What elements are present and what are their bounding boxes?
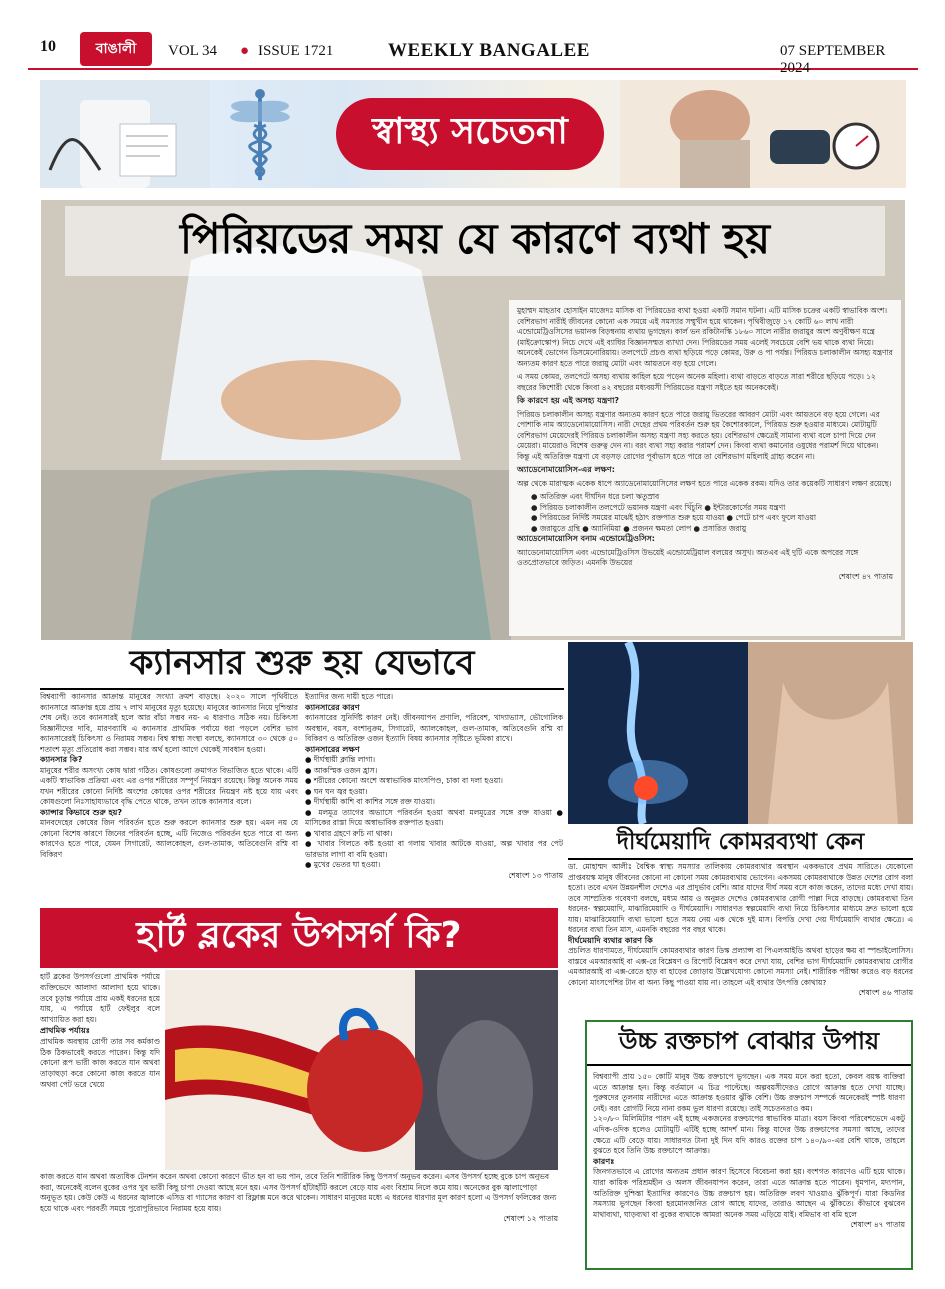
cancer-column-2 [305,692,563,902]
paragraph: বিশ্বব্যাপী ক্যানসার আক্রান্ত মানুষের সংখ্যা ক্রমশ বাড়ছে। ২০২০ সালে পৃথিবীতে ক্যানসারে আক্রান্ত হয়ে প্রায় ৭ লাখ মানুষের মৃত্যু হয়েছে। মানুষের ক্যানসার নিয়ে দুশ্চিন্তার শেষ নেই। তবে ক্যানসারই হলে আর বাঁচা সম্ভব নয়- এ ধারণাও সঠিক নয়। চিকিৎসা বিজ্ঞানীদের দাবি, মারণব্যাধি এ ক্যানসার প্রাথমিক পর্যায়ে ধরা পড়লে বেশির ভাগ ক্যানসারেরই চিকিৎসা ও নিরাময় সম্ভব। বিশ্ব স্বাস্থ্য সংস্থা বলছে, ক্যানসারে ৩০ থেকে ৫০ শতাংশ মৃত্যু প্রতিরোধ করা সম্ভব। যার অর্থ হলো আগে থেকেই সাবধান হওয়া। [40,692,298,754]
volume-label: VOL 34 [168,43,218,59]
spine-illustration [568,642,913,824]
period-article-text [509,300,901,636]
list-item: ● খাবার গ্রহণে রুচি না থাকা। [305,828,393,838]
continuation-note: শেষাংশ ৪৭ পাতায় [850,1220,905,1230]
bp-article [585,1020,913,1270]
doctor-clipboard-image [40,80,210,188]
backpain-article-text [568,862,913,1012]
publication-name: WEEKLY BANGALEE [388,40,590,61]
paragraph: মানুষের শরীর অসংখ্য কোষ দ্বারা গঠিত। কোষগুলো ক্রমাগত বিভাজিত হতে থাকে। এটি একটি স্বাভাবিক প্রক্রিয়া এবং এর ওপর শরীরের সম্পূর্ণ নিয়ন্ত্রণ রয়েছে। কিন্তু অনেক সময় যখন শরীরের কোনো নির্দিষ্ট অংশের কোষের ওপর শরীরের নিয়ন্ত্রণ নষ্ট হয়ে যায় এবং কোষগুলো নিঃসাহায্যভাবে বৃদ্ধি পেতে থাকে, তখন তাকে ক্যানসার বলে। [40,765,298,806]
intro-paragraph: মুহাম্মদ মাহতাব হোসাইন মাজেদঃ মাসিক বা পিরিয়ডের ব্যথা হওয়া একটি সমান ঘটনা। এটি মাসিক চক্রের একটি স্বাভাবিক অংশ। বেশিরভাগ নারীই জীবনের কোনো এক সময়ে এই সমস্যার সম্মুখীন হয়ে থাকেন। পৃথিবীজুড়ে ১৭ কোটি ৬০ লাখ নারী এন্ডোমেট্রিওসিসের ভয়ানক বিড়ম্বনায় ব্যথায় ভুগছেন। কার্ল ভন রকিটানস্কি ১৮৬০ সালে নারীর জরায়ুর অংশ অণুবীক্ষণ যন্ত্রে (মাইক্রোস্কোপ) নিচে দেখে এই ব্যাধির বিজ্ঞানসম্মত ব্যাখ্যা দেন। পিরিয়ডের সময় এলেই সবচেয়ে বেশি ভয় থাকে ব্যথা নিয়ে। অনেকেই ভোগেন ডিসমেনোরিয়ায়। তলপেটে প্রচণ্ড ব্যথা ছড়িয়ে পড়ে কোমর, উরু ও পা পর্যন্ত। পিরিয়ড চলাকালীন অসহ্য যন্ত্রণার অন্যতম কারণ হতে পারে জরায়ু মোটা এবং আয়তনে বড় হয়ে গেলে। [517,306,893,368]
list-item: ● ঘন ঘন জ্বর হওয়া। [305,786,368,796]
subheading: ক্যানসারের লক্ষণ [305,744,360,754]
cancer-column-1 [40,692,298,902]
page-number: 10 [40,38,56,55]
list-item: ● আকস্মিক ওজন হ্রাস। [305,765,378,775]
continuation-note: শেষাংশ ৪৬ পাতায় [858,988,913,997]
banner-title: স্বাস্থ্য সচেতনা [336,98,604,170]
paragraph: বিশ্বব্যাপী প্রায় ১৫০ কোটি মানুষ উচ্চ রক্তচাপে ভুগছেন। এক সময় মনে করা হতো, কেবল বয়স্ক ব্যক্তিরা এতে আক্রান্ত হন। কিন্তু বর্তমানে এ চিত্র পাল্টেছে। অল্পবয়সীদেরও রোগে আক্রান্ত হতে দেখা যাচ্ছে। পুরুষদের তুলনায় নারীদের এতে আক্রান্ত হওয়ার ঝুঁকি বেশি। উচ্চ রক্তচাপ সম্পর্কে অনেকেরই স্পষ্ট ধারণা নেই। বরং রোগটি নিয়ে নানা রকম ভুল ধারণা রয়েছে। তাই সচেতনতাও কম। [593,1072,905,1113]
paragraph: প্রাথমিক অবস্থায় রোগী তার সব কর্মকাণ্ড ঠিক ঠিকভাবেই করতে পারেন। কিন্তু যদি কোনো রূপ ভারী কাজ করতে যান অথবা তাড়াহুড়া করে কোনো কাজ করতে যান অথবা পেট ভরে খেয়ে [40,1036,160,1089]
heart-column-1 [40,972,160,1172]
bp-headline: উচ্চ রক্তচাপ বোঝার উপায় [587,1022,911,1066]
paragraph: ক্যানসারের সুনির্দিষ্ট কারণ নেই। জীবনযাপন প্রণালি, পরিবেশ, খাদ্যাভ্যাস, ভৌগোলিক অবস্থান, বয়স, বংশানুক্রম, সিগারেট, অ্যালকোহল, গুল-তামাক, অতিবেগুনি রশ্মি বা বিকিরণ ও অতিরিক্ত ওজন ইত্যাদি বিষয় ক্যানসার সৃষ্টিতে ভূমিকা রাখে। [305,713,563,743]
heart-article-text [40,1172,558,1240]
paragraph: এ সময় কোমর, তলপেটে অসহ্য ব্যথায় কাহিল হয়ে পড়েন অনেক মহিলা। ব্যথা বাড়তে বাড়তে সারা শরীরে ছড়িয়ে পড়ে। ১২ বছরের কিশোরী থেকে কিংবা ৪২ বছরের মধ্যবয়সী পিরিয়ডের যন্ত্রণা সইতে হয় অনেককেই। [517,372,876,392]
subheading: ক্যানসারের কারণ [305,702,360,712]
paragraph: মানবদেহের কোষের জিন পরিবর্তন হতে শুরু করলে ক্যানসার শুরু হয়। এমন নয় যে কোনো বিশেষ কারণে জিনের পরিবর্তন হচ্ছে, এটি নিজেও পরিবর্তন হতে পারে বা অন্য কারণেও হতে পারে, যেমন সিগারেট, অ্যালকোহল, গুল-তামাক, অতিবেগুনি রশ্মি বা বিকিরণ [40,818,298,859]
continuation-note: শেষাংশ ১২ পাতায় [503,1214,558,1223]
paragraph: অ্যাডেনোমায়োসিস এবং এন্ডোমেট্রিওসিস উভয়েই এন্ডোমেট্রিয়াল বলয়ের অসুখ। অতএব এই দুটি একে অপরের সঙ্গে ওতপ্রোতভাবে জড়িত। এমনকি উভয়ের [517,547,859,567]
paragraph: ১২০/৮০ মিলিমিটার পারদ এই হচ্ছে একজনের রক্তচাপের স্বাভাবিক মাত্রা। বয়স কিংবা পরিবেশভেদে একটু এদিক-ওদিক হলেও মোটামুটি এটিই হচ্ছে আদর্শ মান। কিন্তু যাদের উচ্চ রক্তচাপের সমস্যা আছে, তাদের ক্ষেত্রে এটি বেড়ে যায়। সাধারণত টানা দুই দিন যদি কারও রক্তের চাপ ১৪০/৯০-এর বেশি থাকে, তাহলে বুঝতে হবে তিনি উচ্চ রক্তচাপে আক্রান্ত। [593,1114,905,1156]
paragraph: ডা. মোহাম্মদ আলীঃ বৈশ্বিক স্বাস্থ্য সমস্যার তালিকায় কোমরব্যথার অবস্থান এককভাবে প্রথম সারিতে। যেকোনো প্রাপ্তবয়স্ক মানুষ জীবনের কোনো না কোনো সময় কোমরব্যথায় ভোগেন। একসময় কোমরব্যথাকে উন্নত দেশের রোগ বলা হতো। তবে এখন উন্নয়নশীল দেশেও এর প্রাদুর্ভাব বেশি। আর যাদের দীর্ঘ সময় বসে কাজ করেন, তাদের মধ্যে দেখা যায়। তবে সাম্প্রতিক গবেষণা বলছে, মধ্যম আয় ও অনুন্নত দেশেও কোমরব্যথার রোগী পাল্লা দিয়ে বাড়ছে। কোমরব্যথা তিন ধরনের- স্বল্পমেয়াদি, মাঝারিমেয়াদি ও দীর্ঘমেয়াদি। সাধারণত স্বল্পমেয়াদি ব্যথা নিয়ে চিকিৎসার মাধ্যমে দ্রুত ভালো হয়ে যায়। মাঝারিমেয়াদি ব্যথা ভালো হতে সময় নেয় এক থেকে দুই মাস। বিপত্তি দেখা দেয় দীর্ঘমেয়াদি ব্যথার ক্ষেত্রে। এ ধরনের ব্যথা তিন মাস, এমনকি বছরের পর বছর থাকে। [568,862,913,934]
list-item: ● অতিরিক্ত এবং দীর্ঘদিন ধরে চলা ঋতুস্রাব [531,492,660,501]
subheading: কি কারণে হয় এই অসহ্য যন্ত্রণা? [517,396,620,405]
bp-article-text [593,1072,905,1264]
period-article [41,200,905,640]
subheading: দীর্ঘমেয়াদি ব্যথার কারণ কি [568,935,653,945]
subheading: ক্যানসার কি? [40,755,83,764]
period-headline: পিরিয়ডের সময় যে কারণে ব্যথা হয় [65,206,885,276]
page-header [28,30,918,76]
list-item: ● মুখের ভেতর ঘা হওয়া। [305,860,381,869]
subheading: প্রাথমিক পর্যায়ঃ [40,1025,90,1035]
issue-date: 07 SEPTEMBER 2024 [780,43,886,76]
list-item: ● দীর্ঘস্থায়ী কাশি বা কাশির সঙ্গে রক্ত যাওয়া। [305,797,435,806]
list-item: ● খাবার গিলতে কষ্ট হওয়া বা গলায় খাবার আটকে যাওয়া, অল্প খাবার পর পেট ভারভার লাগা বা বমি হওয়া। [305,839,563,859]
subheading: কারণঃ [593,1156,615,1166]
symptom-list [517,492,893,534]
paragraph: জিনগতভাবে এ রোগের অন্যতম প্রধান কারণ হিসেবে বিবেচনা করা হয়। বংশগত কারণেও এটি হয়ে থাকে। যারা কায়িক পরিশ্রমহীন ও অলস জীবনযাপন করেন, তারা এতে আক্রান্ত হতে পারেন। ধূমপান, মদ্যপান, অতিরিক্ত দুশ্চিন্তা ইত্যাদির কারণেও উচ্চ রক্তচাপ হয়। অতিরিক্ত লবণ খাওয়াও ঝুঁকিপূর্ণ। যারা কিডনির সমস্যায় ভুগছেন কিংবা হরমোনজনিত রোগ আছে যাদের, তারাও আছেন এ ঝুঁকিতে। কীভাবে বুঝবেন মাথাব্যথা, ঘাড়ব্যথা বা বুকের ব্যথাকে আমরা অনেক সময় এড়িয়ে যাই। বমিভাব বা বমি হলে [593,1167,905,1219]
caduceus-icon [210,86,310,184]
backpain-headline: দীর্ঘমেয়াদি কোমরব্যথা কেন [568,826,913,860]
spine-pain-image [568,642,913,824]
blocked-artery-illustration [165,970,558,1170]
cancer-headline: ক্যানসার শুরু হয় যেভাবে [40,642,564,690]
heart-headline: হার্ট ব্লকের উপসর্গ কি? [40,908,558,968]
subheading: অ্যাডেনোমায়োসিস বনাম এন্ডোমেট্রিওসিস: [517,534,655,543]
list-item: ● দীর্ঘস্থায়ী ক্লান্তি লাগা। [305,755,375,764]
health-banner [40,80,906,188]
issue-label: ISSUE 1721 [258,43,334,59]
paragraph: হার্ট ব্লকের উপসর্গগুলো প্রাথমিক পর্যায়ে ব্যক্তিভেদে আলাদা আলাদা হয়ে থাকে। তবে চূড়ান্ত পর্যায়ে প্রায় একই ধরনের হয়ে যায়, এ পর্যায়ে হার্ট ফেইলুর বলে আখ্যায়িত করা হয়। [40,972,160,1025]
list-item: ● মলমূত্র ত্যাগের অভ্যাসে পরিবর্তন হওয়া অথবা মলমূত্রের সঙ্গে রক্ত যাওয়া ● মাসিকের রাস্তা দিয়ে অস্বাভাবিক রক্তপাত হওয়া। [305,807,563,827]
list-item: ● পিরিয়ডের নির্দিষ্ট সময়ের মাঝেই হঠাৎ রক্তপাত শুরু হয়ে যাওয়া ● পেটে চাপ এবং ফুলে যাওয়া [531,513,817,522]
list-item: ● পিরিয়ড চলাকালীন তলপেটে ভয়ানক যন্ত্রণা এবং খিঁচুনি ● ইন্টারকোর্সের সময় যন্ত্রণা [531,502,786,512]
continuation-note: শেষাংশ ৪৭ পাতায় [838,571,893,581]
continuation-note: শেষাংশ ১৩ পাতায় [508,870,563,880]
subheading: অ্যাডেনোমায়োসিস-এর লক্ষণ: [517,465,615,474]
paragraph: অল্প থেকে মারাত্মক একেক ধাপে অ্যাডেনোমায়োসিসের লক্ষণ হতে পারে একেক রকম। যদিও তার কয়েকটি সাধারণ লক্ষণ রয়েছে। [517,478,892,488]
blood-pressure-image [620,80,906,188]
list-item: ● জরায়ুতে গ্রন্থি ● অ্যানিমিয়া ● প্রজনন ক্ষমতা লোপ ● প্রসারিত জরায়ু [531,523,747,533]
subheading: ক্যান্সার কিভাবে শুরু হয়? [40,807,123,817]
artery-heart-image [165,970,558,1170]
paragraph: ইত্যাদির জন্য দায়ী হতে পারে। [305,692,394,701]
paragraph: প্রচলিত ধারণামতে, দীর্ঘমেয়াদি কোমরব্যথার কারণ ডিস্ক প্রল্যাপ্স বা পিএলআইডি অথবা হাড়ের ক্ষয় বা স্পন্ডাইলোসিস। বাস্তবে এমআরআই বা এক্স-রে বিশ্লেষণ ও রিপোর্ট বিশ্লেষণ করে দেখা যায়, বেশির ভাগ দীর্ঘমেয়াদি কোমরব্যথায় রোগীর এমআরআই বা এক্স-রেতে হাড় বা হাড়ের জোড়ায় উল্লেখযোগ্য কোনো সমস্যা নেই। শারীরিক পরীক্ষা করেও বড় ধরনের কোনো মাংসপেশির টান বা অন্য কিছু পাওয়া যায় না। তাহলে এই ব্যথার উৎপত্তি কোথায়? [568,946,913,987]
paragraph: কাজ করতে যান অথবা অত্যধিক টেনশন করেন অথবা কোনো কারণে ভীত হন বা ভয় পান, তবে তিনি শারীরিক কিছু উপসর্গ অনুভব করেন। এসব উপসর্গ হচ্ছে বুকে চাপ অনুভব করা, অনেকেই বলেন বুকের ওপর খুব ভারী কিছু চাপা দেওয়া আছে মনে হয়। এসব উপসর্গ হাঁটাহাঁটি করলে বেড়ে যায় এবং বিশ্রাম নিলে কমে যায়। অনেকের বুক জ্বালাপোড়া অনুভূত হয়। কেউ কেউ এ ধরনের জ্বালাকে এসিড বা গ্যাসের কারণ বা রিফ্লাক্স মনে করে থাকেন। সাধারণ মানুষের মধ্যে এ ধরনের ধারণার মূল কারণ হলো এ উপসর্গ ফলিকের জন্য হয়ে থাকে এবং পরবর্তী সময়ে পুরোপুরিভাবে নিরাময় হয়ে যায়। [40,1172,557,1213]
publication-logo: বাঙালী [80,32,152,66]
paragraph: পিরিয়ড চলাকালীন অসহ্য যন্ত্রণার অন্যতম কারণ হতে পারে জরায়ু ভিতরের আবরণ মোটা এবং আয়তনে বড় হয়ে গেলে। এর পোশাকি নাম অ্যাডেনোমায়োসিস। নারী দেহের প্রথম পরিবর্তন শুরু হয় কৈশোরকালে, পিরিয়ড শুরু হওয়ার মাধ্যমে। মোটামুটি বেশিরভাগ মেয়েদেরই পিরিয়ড চলাকালীন অসহ্য যন্ত্রণা সহ্য করতে হয়। বেশিরভাগ ক্ষেত্রেই সামান্য ব্যথা বলে চাপা দিয়ে দেন মেয়েরা। মায়েরাও বিশেষ গুরুত্ব দেন না। বরং ব্যথা সহ্য করার পরামর্শ দেন। কিংবা ব্যথা কমানোর ওষুধের পরামর্শ দিয়ে থাকেন। কিন্তু এই অতিরিক্ত যন্ত্রণা যে বড়সড় রোগের পূর্বাভাস হতে পারে তা বেশিরভাগ মহিলাই গ্রাহ্য করেন না। [517,409,880,461]
separator-dot-icon: ● [240,43,250,59]
list-item: ● শরীরের কোনো অংশে অস্বাভাবিক মাংসপিণ্ড, চাকা বা দলা হওয়া। [305,776,503,785]
